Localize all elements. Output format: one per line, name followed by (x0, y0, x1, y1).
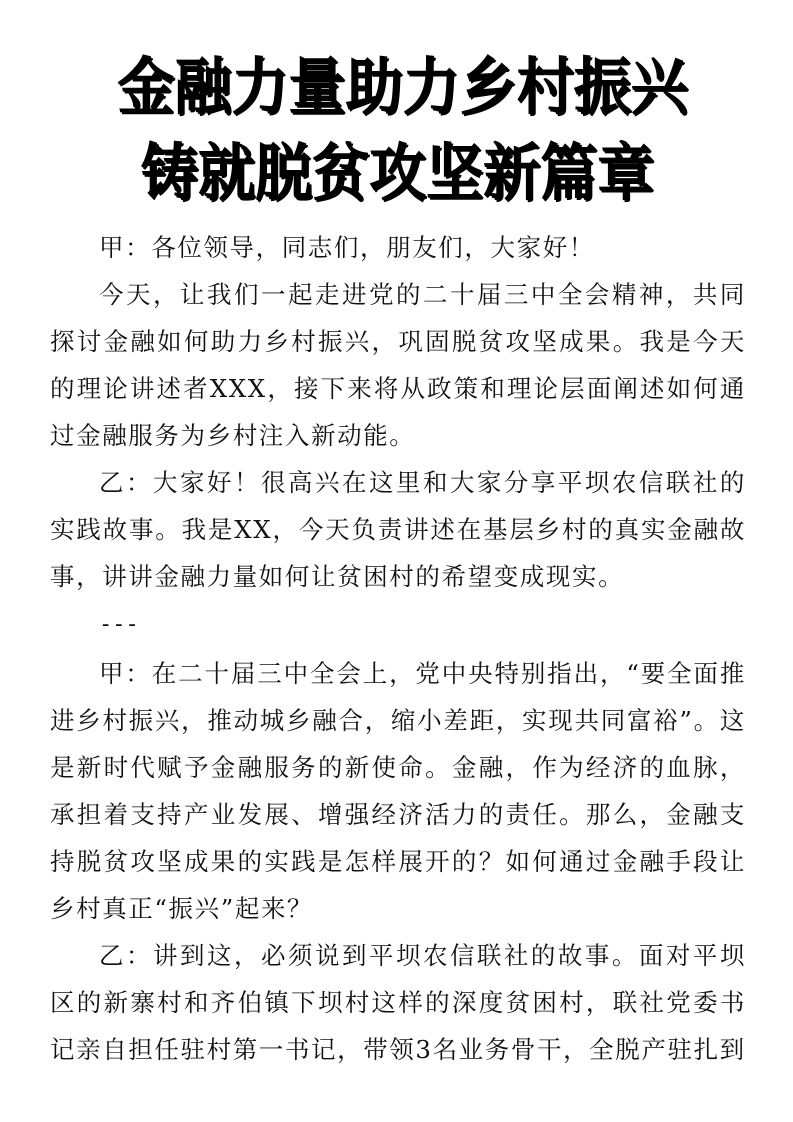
title-line-2: 铸就脱贫攻坚新篇章 (140, 136, 655, 209)
title-line-1: 金融力量助力乡村振兴 (117, 50, 688, 123)
section-separator: --- (99, 612, 139, 637)
document-body (50, 224, 746, 1073)
paragraph-intro-jia: 今天，让我们一起走进党的二十届三中全会精神，共同探讨金融如何助力乡村振兴，巩固脱贫攻坚成果。我是今天的理论讲述者XXX，接下来将从政策和理论层面阐述如何通过金融服务为乡村注入新动能。 (50, 280, 746, 450)
paragraph-policy-jia: 甲：在二十届三中全会上，党中央特别指出，“要全面推进乡村振兴，推动城乡融合，缩小差距，实现共同富裕”。这是新时代赋予金融服务的新使命。金融，作为经济的血脉，承担着支持产业发展、增强经济活力的责任。那么，金融支持脱贫攻坚成果的实践是怎样展开的？如何通过金融手段让乡村真正“振兴”起来？ (50, 659, 746, 923)
paragraph-story-yi: 乙：讲到这，必须说到平坝农信联社的故事。面对平坝区的新寨村和齐伯镇下坝村这样的深度贫困村，联社党委书记亲自担任驻村第一书记，带领3名业务骨干，全脱产驻扎到 (50, 941, 746, 1064)
paragraph-intro-yi: 乙：大家好！很高兴在这里和大家分享平坝农信联社的实践故事。我是XX，今天负责讲述在基层乡村的真实金融故事，讲讲金融力量如何让贫困村的希望变成现实。 (50, 468, 746, 591)
paragraph-greeting-jia: 甲：各位领导，同志们，朋友们，大家好！ (99, 233, 595, 262)
